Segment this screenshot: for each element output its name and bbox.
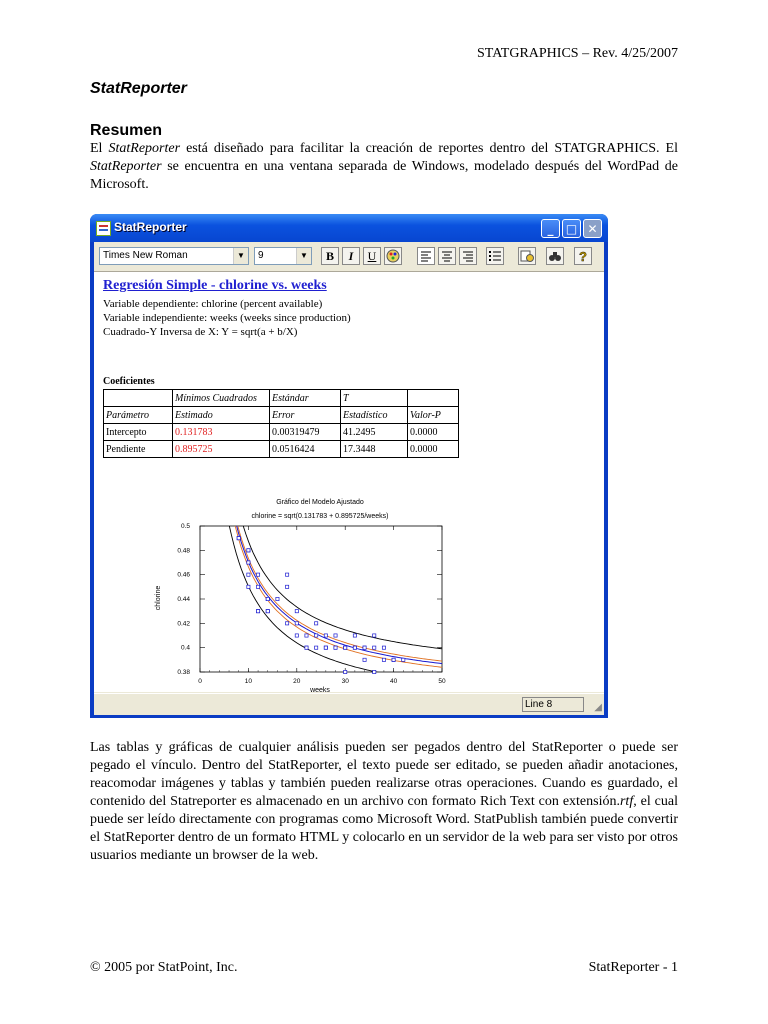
window-title: StatReporter <box>114 220 187 234</box>
data-point <box>256 610 259 613</box>
app-icon <box>96 221 111 236</box>
italic-button[interactable]: I <box>342 247 360 265</box>
data-point <box>324 634 327 637</box>
data-point <box>286 585 289 588</box>
prediction-upper-line <box>215 272 443 649</box>
palette-icon <box>385 248 401 264</box>
x-tick-label: 20 <box>293 678 301 685</box>
data-point <box>344 670 347 673</box>
minimize-button[interactable]: _ <box>541 219 560 238</box>
data-point <box>237 537 240 540</box>
plot-frame <box>200 526 442 672</box>
table-cell: Parámetro <box>104 407 173 424</box>
data-point <box>305 646 308 649</box>
y-tick-label: 0.46 <box>177 571 190 579</box>
copyright-icon: © <box>90 960 101 975</box>
chevron-down-icon: ▼ <box>296 248 311 264</box>
data-point <box>247 549 250 552</box>
data-point <box>373 634 376 637</box>
insert-object-button[interactable] <box>518 247 536 265</box>
status-line: Line 8 <box>522 697 584 712</box>
status-bar <box>94 693 604 715</box>
help-button[interactable] <box>574 247 592 265</box>
confidence-upper-line <box>215 320 443 661</box>
data-point <box>353 634 356 637</box>
page-header: STATGRAPHICS – Rev. 4/25/2007 <box>477 46 678 61</box>
data-point <box>295 610 298 613</box>
data-point <box>247 585 250 588</box>
chart-ylabel: chlorine <box>155 585 162 611</box>
table-cell: Error <box>270 407 341 424</box>
insert-object-icon <box>519 248 535 264</box>
data-point <box>295 634 298 637</box>
table-cell: 0.00319479 <box>270 424 341 441</box>
table-cell: Pendiente <box>104 441 173 458</box>
underline-button[interactable]: U <box>363 247 381 265</box>
format-toolbar <box>94 242 604 272</box>
body-paragraph: Las tablas y gráficas de cualquier análisis pueden ser pegados dentro del StatReporter o puede ser pegado el vínculo. Dentro del StatReporter, el texto puede ser editado, se pueden añadir anotaciones, reacomodar imágenes y tablas y también pueden realizarse otras operaciones. Cuando es guardado, el contenido del Statreporter es almacenado en un archivo con formato Rich Text con extensión.rtf, el cual puede ser leído directamente con programas como Microsoft Word. StatPublish también puede convertir el StatReporter dentro de un formato HTML y colocarlo en un servidor de la web para ser visto por otros usuarios mediante un browser de la web. <box>90 740 679 863</box>
align-center-icon <box>439 248 455 264</box>
doc-line: Cuadrado-Y Inversa de X: Y = sqrt(a + b/X) <box>103 326 298 338</box>
align-right-button[interactable] <box>459 247 477 265</box>
statreporter-window <box>90 214 608 718</box>
table-cell: 0.131783 <box>173 424 270 441</box>
find-button[interactable] <box>546 247 564 265</box>
data-point <box>315 646 318 649</box>
chevron-down-icon: ▼ <box>233 248 248 264</box>
chart-xlabel: weeks <box>310 687 330 692</box>
subheading: Resumen <box>90 122 163 139</box>
data-point <box>392 658 395 661</box>
y-tick-label: 0.48 <box>177 547 190 555</box>
table-cell: 41.2495 <box>341 424 408 441</box>
data-point <box>266 610 269 613</box>
data-point <box>382 658 385 661</box>
data-point <box>315 622 318 625</box>
footer-left: © 2005 por StatPoint, Inc. <box>90 960 238 975</box>
resize-grip-icon[interactable]: ◢ <box>594 702 602 713</box>
data-point <box>373 646 376 649</box>
doc-line: Variable dependiente: chlorine (percent available) <box>103 298 323 310</box>
binoculars-icon <box>547 248 563 264</box>
table-cell: 0.0516424 <box>270 441 341 458</box>
align-left-button[interactable] <box>417 247 435 265</box>
table-cell: Mínimos Cuadrados <box>173 390 270 407</box>
y-tick-label: 0.42 <box>177 620 190 628</box>
x-tick-label: 10 <box>244 678 253 685</box>
fitted-model-chart <box>94 272 604 692</box>
table-cell: 0.0000 <box>408 441 459 458</box>
align-center-button[interactable] <box>438 247 456 265</box>
y-tick-label: 0.38 <box>177 669 190 676</box>
table-cell: Estimado <box>173 407 270 424</box>
x-tick-label: 40 <box>389 678 398 685</box>
data-point <box>382 646 385 649</box>
y-tick-label: 0.4 <box>180 644 190 652</box>
data-point <box>247 561 250 564</box>
table-cell: Intercepto <box>104 424 173 441</box>
window-titlebar[interactable] <box>90 214 608 242</box>
svg-text:?: ? <box>579 249 587 264</box>
table-cell: 0.895725 <box>173 441 270 458</box>
y-tick-label: 0.5 <box>180 523 190 530</box>
close-button[interactable]: ✕ <box>583 219 602 238</box>
x-tick-label: 0 <box>198 678 202 685</box>
data-point <box>266 597 269 600</box>
help-icon <box>575 248 591 264</box>
confidence-lower-line <box>215 353 443 667</box>
table-cell: 17.3448 <box>341 441 408 458</box>
chart-subtitle: chlorine = sqrt(0.131783 + 0.895725/weeks) <box>251 513 389 520</box>
doc-title: Regresión Simple - chlorine vs. weeks <box>103 278 327 293</box>
data-point <box>353 646 356 649</box>
data-point <box>276 597 279 600</box>
chart-title: Gráfico del Modelo Ajustado <box>276 499 364 506</box>
data-point <box>363 658 366 661</box>
table-cell: 0.0000 <box>408 424 459 441</box>
font-size-select[interactable]: 9 ▼ <box>254 247 312 265</box>
data-point <box>315 634 318 637</box>
data-point <box>334 646 337 649</box>
table-cell: Estadístico <box>341 407 408 424</box>
color-button[interactable] <box>384 247 402 265</box>
bullets-button[interactable] <box>486 247 504 265</box>
document-area[interactable] <box>94 272 604 692</box>
data-point <box>286 573 289 576</box>
data-point <box>334 634 337 637</box>
table-cell: Estándar <box>270 390 341 407</box>
data-point <box>305 634 308 637</box>
maximize-button[interactable]: □ <box>562 219 581 238</box>
font-name-select[interactable]: Times New Roman ▼ <box>99 247 249 265</box>
y-tick-label: 0.44 <box>177 596 190 603</box>
data-point <box>247 573 250 576</box>
bold-button[interactable]: B <box>321 247 339 265</box>
section-title: StatReporter <box>90 80 187 97</box>
data-point <box>256 585 259 588</box>
data-point <box>295 622 298 625</box>
data-point <box>344 646 347 649</box>
data-point <box>324 646 327 649</box>
data-point <box>363 646 366 649</box>
doc-line: Variable independiente: weeks (weeks since production) <box>103 312 351 324</box>
footer-right: StatReporter - 1 <box>588 960 678 975</box>
table-cell: T <box>341 390 408 407</box>
data-point <box>402 658 405 661</box>
coef-heading: Coeficientes <box>103 376 155 387</box>
x-tick-label: 50 <box>438 678 446 685</box>
x-tick-label: 30 <box>341 678 349 685</box>
align-right-icon <box>460 248 476 264</box>
bullets-icon <box>487 248 503 264</box>
align-left-icon <box>418 248 434 264</box>
data-point <box>256 573 259 576</box>
data-point <box>286 622 289 625</box>
intro-paragraph: El StatReporter está diseñado para facilitar la creación de reportes dentro del STATGRAPHICS. El StatReporter se encuentra en una ventana separada de Windows, modelado después del WordPad de Microsoft. <box>90 141 678 192</box>
data-point <box>373 670 376 673</box>
table-cell: Valor-P <box>408 407 459 424</box>
